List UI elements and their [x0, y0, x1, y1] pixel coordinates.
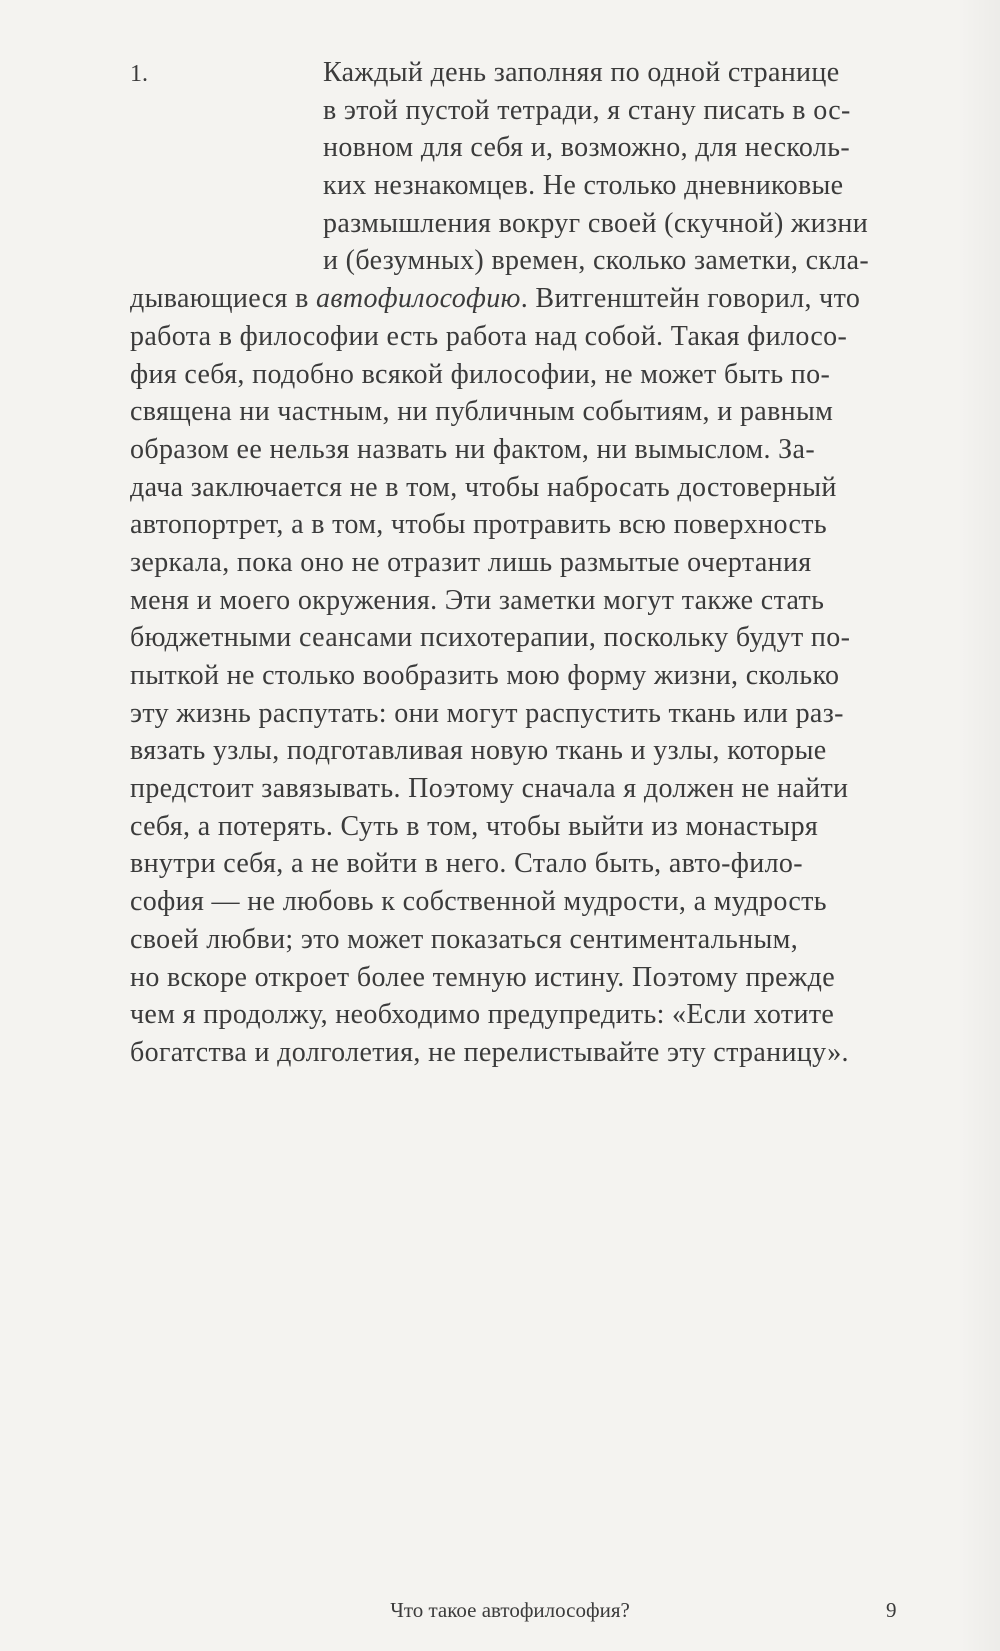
text-line: пыткой не столько вообразить мою форму жизни, сколько — [130, 660, 840, 691]
text-line: новном для себя и, возможно, для несколь- — [323, 132, 850, 164]
text-line: но вскоре откроет более темную истину. Поэтому прежде — [130, 961, 835, 993]
text-line: автопортрет, а в том, чтобы протравить всю поверхность — [130, 509, 827, 541]
text-segment: . Витгенштейн говорил, что — [520, 283, 861, 315]
text-line — [130, 1072, 920, 1110]
text-line: размышления вокруг своей (скучной) жизни — [323, 207, 869, 239]
text-line: своей любви; это может показаться сентиментальным, — [130, 923, 799, 955]
text-line: образом ее нельзя назвать ни фактом, ни вымыслом. За- — [130, 433, 816, 465]
text-line: меня и моего окружения. Эти заметки могут также стать — [130, 584, 825, 616]
main-paragraph — [130, 54, 920, 1109]
text-segment: дывающиеся в — [130, 283, 317, 315]
text-line: богатства и долголетия, не перелистывайте эту страницу». — [130, 1036, 849, 1068]
running-footer-title: Что такое автофилософия? — [390, 1598, 630, 1622]
text-line: фия себя, подобно всякой философии, не может быть по- — [130, 358, 831, 390]
text-line: эту жизнь распутать: они могут распустить ткань или раз- — [130, 697, 844, 729]
text-line: ких незнакомцев. Не столько дневниковые — [323, 170, 844, 202]
page-edge-shadow — [960, 0, 1000, 1651]
text-line: внутри себя, а не войти в него. Стало быть, авто-фило- — [130, 848, 803, 880]
text-line: чем я продолжу, необходимо предупредить: «Если хотите — [130, 999, 835, 1031]
text-line: дача заключается не в том, чтобы набросать достоверный — [130, 471, 837, 503]
text-line — [130, 280, 920, 318]
text-line: Каждый день заполняя по одной странице — [323, 57, 840, 88]
section-number: 1. — [130, 61, 148, 87]
text-line: предстоит завязывать. Поэтому сначала я должен не найти — [130, 773, 849, 805]
text-line: зеркала, пока оно не отразит лишь размытые очертания — [130, 546, 812, 578]
text-line: себя, а потерять. Суть в том, чтобы выйти из монастыря — [130, 810, 819, 842]
text-line: в этой пустой тетради, я стану писать в ос- — [323, 94, 851, 126]
page-number: 9 — [886, 1598, 897, 1622]
text-line: бюджетными сеансами психотерапии, поскольку будут по- — [130, 622, 851, 654]
text-line: священа ни частным, ни публичным событиям, и равным — [130, 396, 834, 428]
text-line: и (безумных) времен, сколько заметки, скла- — [323, 245, 870, 277]
text-line: софия — не любовь к собственной мудрости, а мудрость — [130, 886, 827, 918]
text-line: вязать узлы, подготавливая новую ткань и узлы, которые — [130, 735, 827, 767]
text-line: работа в философии есть работа над собой. Такая филосо- — [130, 320, 848, 352]
italic-term: автофилософию — [316, 283, 521, 315]
